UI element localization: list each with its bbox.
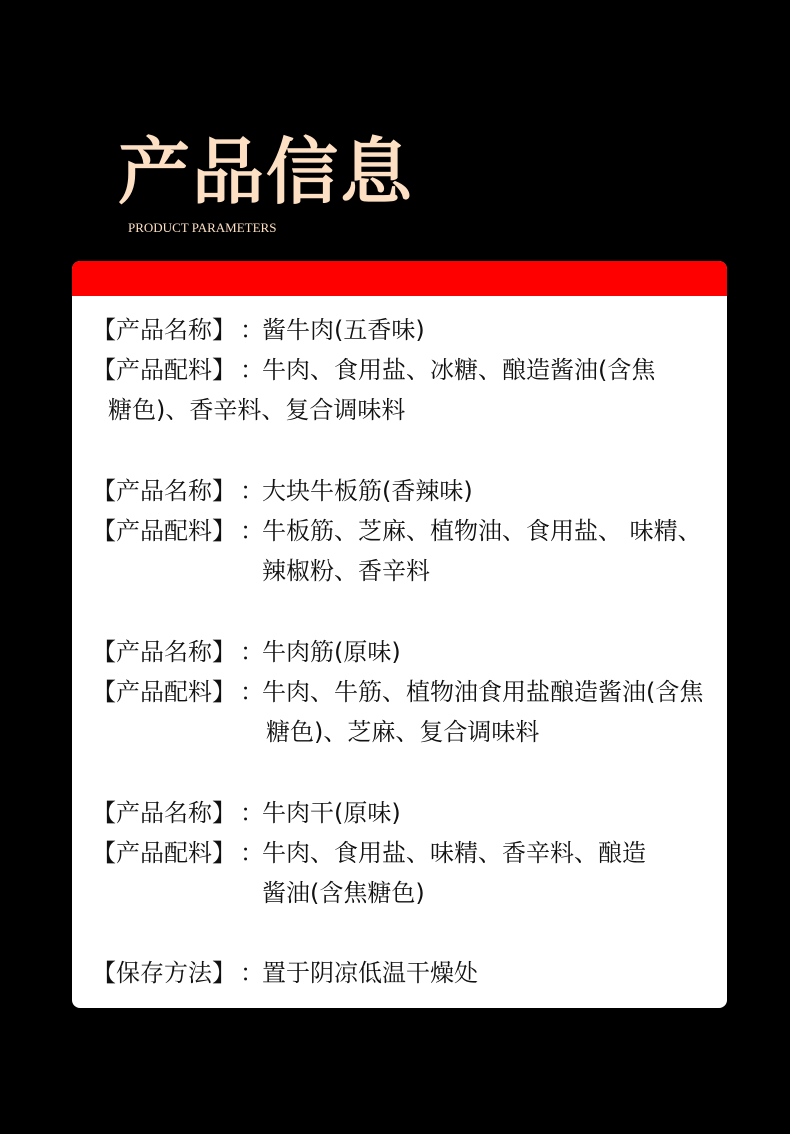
product-name-value: 酱牛肉(五香味) — [262, 316, 425, 344]
colon: ： — [240, 959, 264, 987]
product-ingredients-value: 牛肉、食用盐、味精、香辛料、酿造 — [262, 839, 646, 867]
product-ingredients-row — [92, 672, 703, 712]
product-ingredients-value: 牛肉、食用盐、冰糖、酿造酱油(含焦 — [262, 356, 656, 384]
product-ingredients-continuation: 酱油(含焦糖色) — [262, 879, 425, 907]
product-name-row — [92, 310, 425, 350]
product-name-row — [92, 471, 473, 511]
product-ingredients-continuation: 糖色)、香辛料、复合调味料 — [108, 396, 406, 424]
colon: ： — [240, 316, 264, 344]
product-name-value: 大块牛板筋(香辣味) — [262, 477, 473, 505]
product-ingredients-row — [92, 511, 702, 551]
product-name-label: 【产品名称】 — [92, 477, 236, 505]
product-ingredients-label: 【产品配料】 — [92, 517, 236, 545]
product-ingredients-label: 【产品配料】 — [92, 678, 236, 706]
storage-row — [92, 953, 478, 993]
product-ingredients-value: 牛板筋、芝麻、植物油、食用盐、 味精、 — [262, 517, 702, 545]
product-ingredients-row — [92, 833, 646, 873]
colon: ： — [240, 356, 264, 384]
product-name-value: 牛肉筋(原味) — [262, 638, 401, 666]
product-name-label: 【产品名称】 — [92, 316, 236, 344]
product-ingredients-row — [92, 350, 655, 390]
card-header-bar — [72, 261, 727, 296]
colon: ： — [240, 638, 264, 666]
product-name-label: 【产品名称】 — [92, 638, 236, 666]
product-ingredients-value: 牛肉、牛筋、植物油食用盐酿造酱油(含焦 — [262, 678, 704, 706]
product-info-card — [72, 261, 727, 1008]
product-name-value: 牛肉干(原味) — [262, 799, 401, 827]
colon: ： — [240, 477, 264, 505]
colon: ： — [240, 517, 264, 545]
product-name-label: 【产品名称】 — [92, 799, 236, 827]
product-ingredients-label: 【产品配料】 — [92, 356, 236, 384]
colon: ： — [240, 799, 264, 827]
product-ingredients-continuation: 辣椒粉、香辛料 — [262, 557, 430, 585]
page-title: 产品信息 — [118, 130, 415, 214]
storage-value: 置于阴凉低温干燥处 — [262, 959, 478, 987]
colon: ： — [240, 839, 264, 867]
storage-label: 【保存方法】 — [92, 959, 236, 987]
product-ingredients-label: 【产品配料】 — [92, 839, 236, 867]
product-name-row — [92, 632, 401, 672]
product-ingredients-continuation: 糖色)、芝麻、复合调味料 — [266, 718, 540, 746]
product-name-row — [92, 793, 401, 833]
colon: ： — [240, 678, 264, 706]
page-subtitle: PRODUCT PARAMETERS — [128, 220, 277, 235]
